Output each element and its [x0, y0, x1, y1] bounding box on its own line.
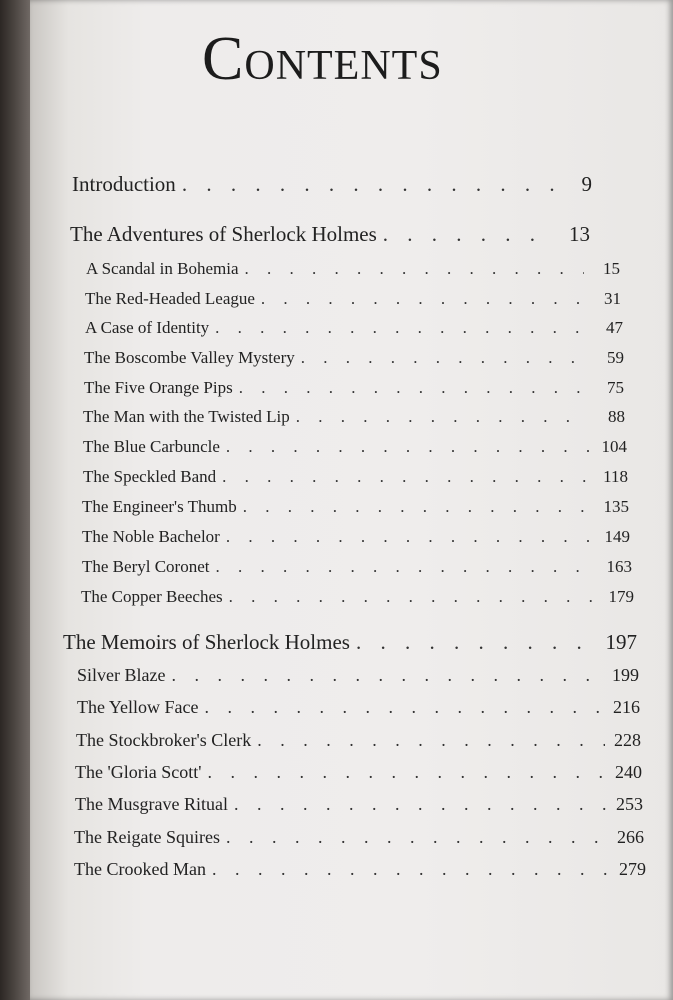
toc-entry [83, 437, 627, 457]
dot-leader [301, 348, 588, 368]
toc-entry-label: The Red-Headed League [85, 289, 255, 308]
dot-leader [257, 730, 605, 751]
toc-entry [77, 665, 639, 686]
dot-leader [171, 665, 603, 686]
toc-entry-label: The Copper Beeches [81, 587, 223, 606]
toc-entry-label: A Scandal in Bohemia [86, 259, 239, 278]
toc-entry [82, 527, 630, 547]
toc-entry-page: 59 [607, 348, 624, 367]
dot-leader [204, 697, 604, 718]
book-page [30, 0, 673, 1000]
dot-leader [207, 762, 606, 783]
toc-entry-page: 179 [608, 587, 634, 606]
toc-entry-label: The Engineer's Thumb [82, 497, 237, 516]
toc-entry-label: The Yellow Face [77, 697, 199, 717]
dot-leader [356, 630, 600, 655]
toc-section-memoirs [63, 630, 637, 655]
toc-entry-page: 228 [614, 730, 641, 750]
toc-entry-page: 75 [607, 378, 624, 397]
toc-entry-label: The Reigate Squires [74, 827, 220, 847]
toc-entry [74, 859, 646, 880]
toc-entry-page: 47 [606, 318, 623, 337]
toc-entry [77, 697, 640, 718]
toc-section-label: The Adventures of Sherlock Holmes [70, 222, 377, 246]
toc-entry [76, 730, 641, 751]
toc-entry-label: The Beryl Coronet [82, 557, 210, 576]
toc-entry-page: 118 [603, 467, 628, 486]
toc-entry-label: A Case of Identity [85, 318, 210, 337]
page-title [202, 25, 443, 93]
toc-entry-label: The Boscombe Valley Mystery [84, 348, 295, 367]
toc-entry-label: The Man with the Twisted Lip [83, 407, 290, 426]
toc-entry-label: The Blue Carbuncle [83, 437, 220, 456]
title-rest: ONTENTS [244, 43, 443, 89]
toc-entry-page: 197 [605, 630, 637, 654]
toc-section-adventures [70, 222, 590, 247]
toc-entry-label: The 'Gloria Scott' [75, 762, 202, 782]
dot-leader [383, 222, 554, 247]
toc-entry-page: 9 [581, 172, 592, 196]
toc-entry [75, 794, 643, 815]
toc-entry-label: The Stockbroker's Clerk [76, 730, 252, 750]
dot-leader [226, 437, 591, 457]
toc-entry-page: 15 [603, 259, 620, 278]
toc-entry-introduction [72, 172, 592, 197]
dot-leader [261, 289, 585, 309]
toc-entry-label: Silver Blaze [77, 665, 166, 685]
toc-entry [84, 348, 624, 368]
toc-entry [83, 467, 628, 487]
toc-entry [85, 289, 621, 309]
dot-leader [229, 587, 598, 607]
toc-entry [82, 557, 632, 577]
dot-leader [222, 467, 592, 487]
toc-entry-page: 279 [619, 859, 646, 879]
toc-entry-page: 149 [604, 527, 630, 546]
dot-leader [245, 259, 584, 279]
toc-entry [85, 318, 623, 338]
toc-entry-page: 253 [616, 794, 643, 814]
toc-entry [74, 827, 644, 848]
dot-leader [239, 378, 588, 398]
toc-entry-page: 266 [617, 827, 644, 847]
dot-leader [226, 527, 594, 547]
toc-entry-page: 88 [608, 407, 625, 426]
dot-leader [212, 859, 610, 880]
toc-entry-label: The Crooked Man [74, 859, 206, 879]
toc-entry [83, 407, 625, 427]
toc-entry [82, 497, 629, 517]
toc-entry [86, 259, 620, 279]
toc-entry-label: The Speckled Band [83, 467, 217, 486]
toc-entry-page: 216 [613, 697, 640, 717]
dot-leader [243, 497, 593, 517]
toc-entry-label: The Noble Bachelor [82, 527, 220, 546]
toc-entry-page: 31 [604, 289, 621, 308]
toc-entry-page: 163 [606, 557, 632, 576]
toc-entry-page: 240 [615, 762, 642, 782]
toc-entry-page: 199 [612, 665, 639, 685]
toc-entry-label: The Five Orange Pips [84, 378, 233, 397]
title-initial: C [202, 25, 245, 93]
toc-entry-page: 13 [569, 222, 590, 246]
toc-entry-page: 135 [603, 497, 629, 516]
toc-entry-label: Introduction [72, 172, 176, 196]
dot-leader [234, 794, 607, 815]
toc-entry [84, 378, 624, 398]
dot-leader [215, 318, 587, 338]
toc-entry-label: The Musgrave Ritual [75, 794, 228, 814]
dot-leader [182, 172, 556, 197]
dot-leader [215, 557, 596, 577]
toc-entry [75, 762, 642, 783]
toc-section-label: The Memoirs of Sherlock Holmes [63, 630, 350, 654]
dot-leader [226, 827, 608, 848]
toc-entry [81, 587, 634, 607]
dot-leader [296, 407, 589, 427]
toc-entry-page: 104 [601, 437, 627, 456]
